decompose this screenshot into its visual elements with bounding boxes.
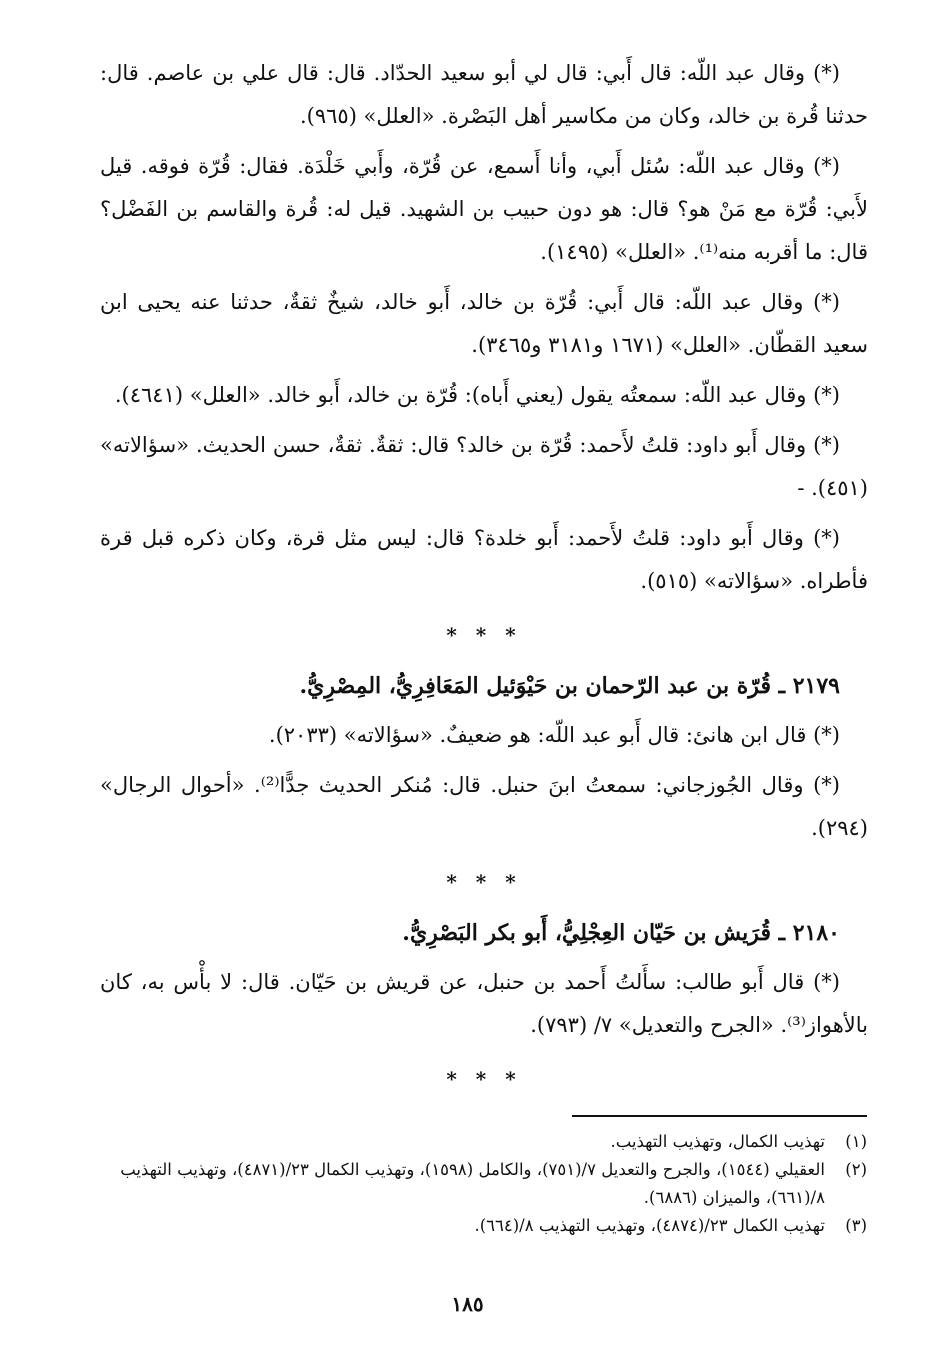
footnote-2 xyxy=(97,1156,867,1212)
paragraph-2: (*) وقال عبد اللّه: سُئل أَبي، وأنا أَسمع، عن قُرّة، وأَبي خَلْدَة. فقال: قُرّة فوقه. قيل لأَبي: قُرّة مع مَنْ هو؟ قال: هو دون حبيب بن الشهيد. قيل له: قُرة والقاسم بن الفَضْل؟ قال: ما أقربه منه⁽¹⁾. «العلل» (١٤٩٥). xyxy=(100,154,868,264)
page-body xyxy=(100,52,868,1109)
paragraph-1: (*) وقال عبد اللّه: قال أَبي: قال لي أبو سعيد الحدّاد. قال: قال علي بن عاصم. قال: حدثنا قُرة بن خالد، وكان من مكاسير أهل البَصْرة. «العلل» (٩٦٥). xyxy=(100,61,868,128)
paragraph-6: (*) وقال أَبو داود: قلتُ لأَحمد: أَبو خلدة؟ قال: ليس مثل قرة، وكان ذكره قبل قرة فأطراه. «سؤالاته» (٥١٥). xyxy=(100,526,868,593)
footnotes xyxy=(97,1128,867,1240)
paragraph-5: (*) وقال أَبو داود: قلتُ لأَحمد: قُرّة بن خالد؟ قال: ثقةٌ. ثقةٌ، حسن الحديث. «سؤالاته» (٤٥١). - xyxy=(100,433,868,500)
section-separator-2: * * * xyxy=(446,870,522,894)
entry-heading-2180: ٢١٨٠ ـ قُرَيش بن حَيّان العِجْلِيُّ، أَبو بكر البَصْرِيُّ. xyxy=(402,920,840,946)
footnote-3 xyxy=(97,1212,867,1240)
footnote-text: تهذيب الكمال، وتهذيب التهذيب. xyxy=(610,1132,825,1151)
paragraph-3: (*) وقال عبد اللّه: قال أَبي: قُرّة بن خالد، أَبو خالد، شيخٌ ثقةٌ، حدثنا عنه يحيى ابن سعيد القطّان. «العلل» (١٦٧١ و٣١٨١ و٣٤٦٥). xyxy=(100,290,868,357)
footnote-1 xyxy=(97,1128,867,1156)
section-separator-3: * * * xyxy=(446,1067,522,1091)
footnote-text: تهذيب الكمال ٢٣/(٤٨٧٤)، وتهذيب التهذيب ٨/(٦٦٤). xyxy=(474,1216,825,1235)
paragraph-4: (*) وقال عبد اللّه: سمعتُه يقول (يعني أَباه): قُرّة بن خالد، أَبو خالد. «العلل» (٤٦٤١). xyxy=(114,383,840,407)
entry-heading-2179: ٢١٧٩ ـ قُرّة بن عبد الرّحمان بن حَيْوَئيل المَعَافِرِيُّ، المِصْرِيُّ. xyxy=(299,673,840,699)
entry-2180-paragraph-1: (*) قال أَبو طالب: سأَلتُ أَحمد بن حنبل، عن قريش بن حَيّان. قال: لا بأْس به، كان بالأهواز⁽³⁾. «الجرح والتعديل» ٧/ (٧٩٣). xyxy=(100,970,868,1037)
footnote-number: (٣) xyxy=(845,1216,867,1235)
footnote-number: (١) xyxy=(845,1132,867,1151)
entry-2179-paragraph-1: (*) قال ابن هانئ: قال أَبو عبد اللّه: هو ضعيفٌ. «سؤالاته» (٢٠٣٣). xyxy=(268,723,840,747)
footnote-text: العقيلي (١٥٤٤)، والجرح والتعديل ٧/(٧٥١)، والكامل (١٥٩٨)، وتهذيب الكمال ٢٣/(٤٨٧١)، وتهذيب التهذيب ٨/(٦٦١)، والميزان (٦٨٨٦). xyxy=(120,1160,825,1207)
page-number: ١٨٥ xyxy=(451,1292,484,1316)
footnote-number: (٢) xyxy=(845,1160,867,1179)
footnote-divider xyxy=(572,1115,867,1117)
entry-2179-paragraph-2: (*) وقال الجُوزجاني: سمعتُ ابنَ حنبل. قال: مُنكر الحديث جدًّا⁽²⁾. «أحوال الرجال» (٢٩٤). xyxy=(100,773,868,840)
section-separator-1: * * * xyxy=(446,623,522,647)
